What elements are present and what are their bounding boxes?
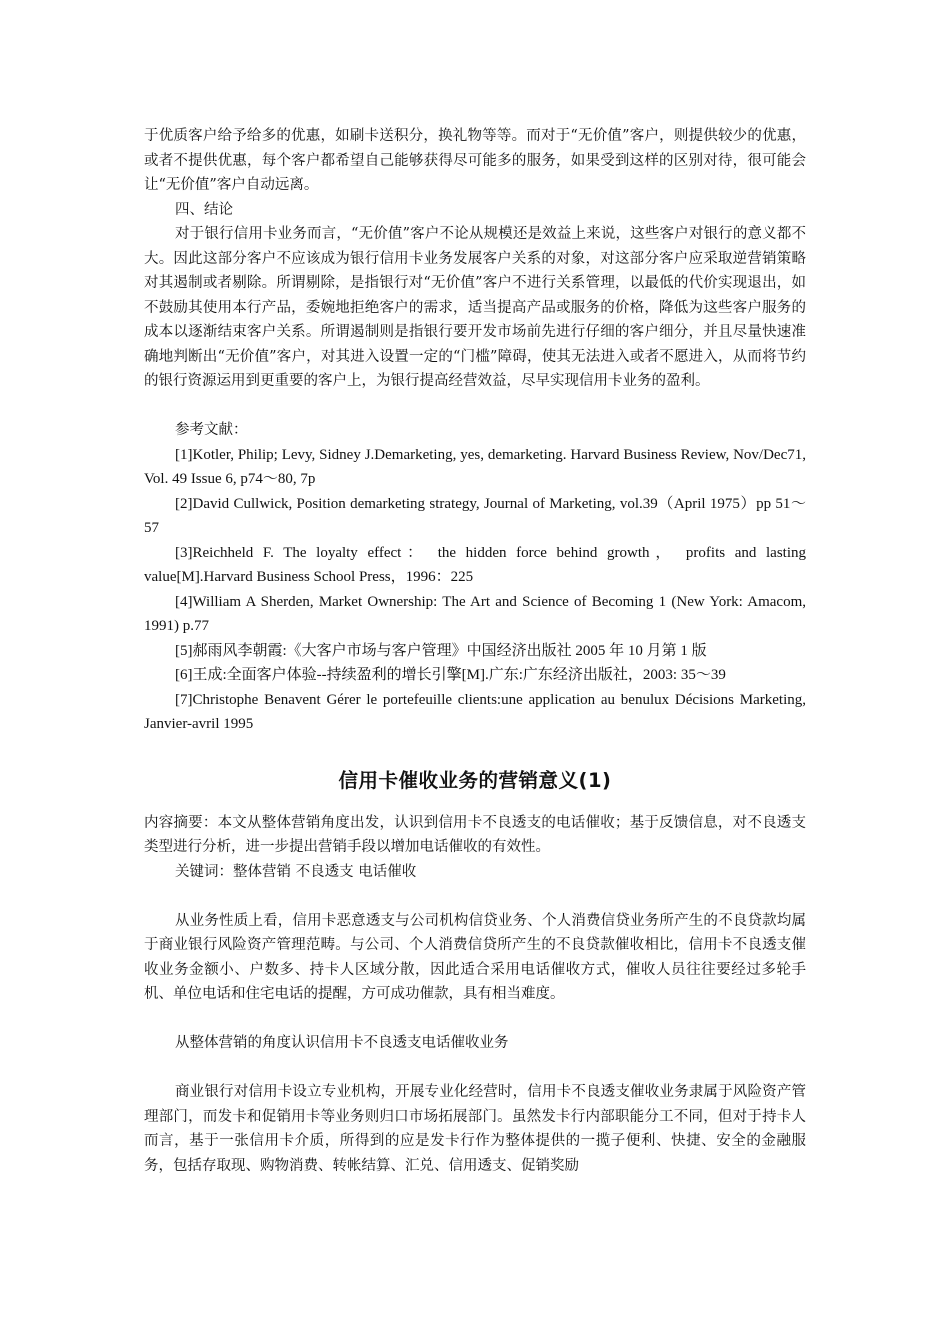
paragraph-continued: 于优质客户给予给多的优惠，如刷卡送积分，换礼物等等。而对于“无价值”客户，则提供较少的优惠，或者不提供优惠，每个客户都希望自己能够获得尽可能多的服务，如果受到这样的区别对待，很可能会让“无价值”客户自动远离。	[144, 128, 806, 193]
spacer	[144, 1056, 806, 1081]
heading-conclusion: 四、结论	[175, 201, 233, 218]
reference-item-1: [1]Kotler, Philip; Levy, Sidney J.Demarketing, yes, demarketing. Harvard Business Review, Nov/Dec71, Vol. 49 Issue 6, p74～80, 7p	[144, 446, 806, 487]
reference-item-7: [7]Christophe Benavent Gérer le portefeuille clients:une application au benulux Décisions Marketing, Janvier-avril 1995	[144, 691, 806, 732]
subheading: 从整体营销的角度认识信用卡不良透支电话催收业务	[175, 1035, 509, 1051]
spacer	[144, 884, 806, 909]
document-page	[144, 124, 806, 1178]
spacer	[144, 394, 806, 419]
reference-item-5: [5]郝雨风李朝霞:《大客户市场与客户管理》中国经济出版社 2005 年 10 月第 1 版	[175, 642, 707, 659]
paragraph-organization: 商业银行对信用卡设立专业机构，开展专业化经营时，信用卡不良透支催收业务隶属于风险资产管理部门，而发卡和促销用卡等业务则归口市场拓展部门。虽然发卡行内部职能分工不同，但对于持卡人而言，基于一张信用卡介质，所得到的应是发卡行作为整体提供的一揽子便利、快捷、安全的金融服务，包括存取现、购物消费、转帐结算、汇兑、信用透支、促销奖励	[144, 1084, 806, 1174]
reference-item-2: [2]David Cullwick, Position demarketing strategy, Journal of Marketing, vol.39（April 1975）pp 51～57	[144, 495, 806, 536]
article-title: 信用卡催收业务的营销意义(1)	[338, 768, 612, 792]
reference-item-6: [6]王成:全面客户体验--持续盈利的增长引擎[M].广东:广东经济出版社，2003: 35～39	[175, 667, 726, 683]
reference-item-3: [3]Reichheld F. The loyalty effect： the hidden force behind growth， profits and lasting value[M].Harvard Business School Press，1996：225	[144, 544, 806, 585]
spacer	[144, 1007, 806, 1032]
reference-item-4: [4]William A Sherden, Market Ownership: The Art and Science of Becoming 1 (New York: Amacom, 1991) p.77	[144, 593, 806, 634]
keywords: 关键词：整体营销 不良透支 电话催收	[175, 863, 417, 880]
abstract: 内容摘要：本文从整体营销角度出发，认识到信用卡不良透支的电话催收；基于反馈信息，对不良透支类型进行分析，进一步提出营销手段以增加电话催收的有效性。	[144, 814, 806, 855]
paragraph-conclusion: 对于银行信用卡业务而言，“无价值”客户不论从规模还是效益上来说，这些客户对银行的意义都不大。因此这部分客户不应该成为银行信用卡业务发展客户关系的对象，对这部分客户应采取逆营销策略对其遏制或者剔除。所谓剔除，是指银行对“无价值”客户不进行关系管理，以最低的代价实现退出，如不鼓励其使用本行产品，委婉地拒绝客户的需求，适当提高产品或服务的价格，降低为这些客户服务的成本以逐渐结束客户关系。所谓遏制则是指银行要开发市场前先进行仔细的客户细分，并且尽量快速准确地判断出“无价值”客户，对其进入设置一定的“门槛”障碍，使其无法进入或者不愿进入，从而将节约的银行资源运用到更重要的客户上，为银行提高经营效益，尽早实现信用卡业务的盈利。	[144, 226, 806, 389]
references-heading: 参考文献：	[175, 422, 248, 438]
paragraph-business-nature: 从业务性质上看，信用卡恶意透支与公司机构信贷业务、个人消费信贷业务所产生的不良贷款均属于商业银行风险资产管理范畴。与公司、个人消费信贷所产生的不良贷款催收相比，信用卡不良透支催收业务金额小、户数多、持卡人区域分散，因此适合采用电话催收方式，催收人员往往要经过多轮手机、单位电话和住宅电话的提醒，方可成功催款，具有相当难度。	[144, 912, 806, 1002]
